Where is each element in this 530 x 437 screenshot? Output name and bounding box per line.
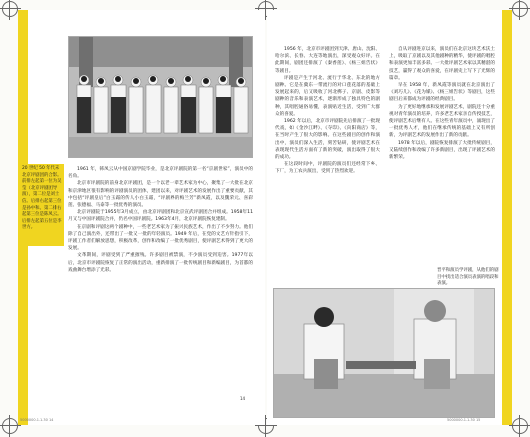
- right-body-text-col1: [275, 46, 380, 286]
- left-paragraph: 北京评剧院于1955年3月成立，由北京评剧团和北京宣武评剧团合并组成。1958年11月又与中国评剧院合并，仍名中国评剧院。1963年4月，北京评剧院恢复建制。: [68, 210, 253, 223]
- right-paragraph: 1956 年，北京市评剧团到天津、唐山、沈阳、哈尔滨、长春、大连等地演出，深受观众好评。在此期间，剧团还排演了《秦香莲》、《杨三姐告状》等剧目。: [275, 47, 380, 74]
- right-paragraph: 早在 1958 年，新凤霞等演员就在北京演出了《刘巧儿》、《花为媒》、《杨三姐告状》等剧目，这些剧目后来都成为评剧的经典剧目。: [389, 83, 495, 103]
- right-body-text-col2: [389, 46, 495, 286]
- photo-caption-left: 20 世纪 50 年代末北京评剧团的合影。前排左起第一位为吴莹（北京评剧团导演），第二位是刘士信。后排右起第三位是孙中和。第二排右起第三位是陈凤云。后排左起第五位是李世方。: [20, 164, 64, 246]
- photo-caption-right: 晋平和演员学评剧，从他们的剧目中找出适合演员表演的唱段和表演。: [437, 268, 499, 287]
- right-slug: 5000000.1.1.30 15: [447, 418, 481, 422]
- right-yellow-bar: [502, 10, 512, 425]
- rehearsal-photo: [273, 288, 495, 418]
- registration-mark-bottom-left: [2, 418, 18, 434]
- left-paragraph: 在京剧和评剧这两个剧种中，一些老艺术家为了振兴民族艺术，作出了不少努力。他们除了自己演出外，还带出了一批又一批的年轻演员。1949 年后，在党的文艺方针指引下，评剧工作者们解放思想，积极改革，创作和改编了一批优秀剧目，使评剧艺术得到了更大的发展。: [68, 224, 253, 252]
- registration-mark-bottom-right: [512, 418, 528, 434]
- left-page: [18, 10, 265, 425]
- left-slug: 5000000.1.1.30 14: [20, 418, 54, 422]
- left-paragraph: 文革期间，评剧受到了严重摧残。许多剧目被禁演，不少演员受到迫害。1977年以后，北京市评剧院恢复了正常的演出活动，重新排演了一批传统剧目和新编剧目，为首都的戏曲舞台增添了光彩。: [68, 253, 253, 273]
- registration-mark-top-left: [2, 1, 18, 17]
- left-page-number: 14: [240, 396, 246, 401]
- right-paragraph: 1978 年以后，剧院恢复排演了大批传统剧目，又陆续创作和改编了许多新剧目，出现了评剧艺术的新繁荣。: [389, 140, 495, 161]
- right-paragraph: 在这段时间中，评剧院的演员们还经常下乡、下厂，为工农兵演出，受到了热烈欢迎。: [275, 162, 380, 175]
- group-photo-illustration: [69, 37, 253, 158]
- rehearsal-photo-illustration: [274, 289, 495, 418]
- left-paragraph: 1961 年，韩凤云从中国京剧学院毕业，是北京评剧院的第一名“京剧世家”，演员中的名角。: [68, 167, 253, 180]
- registration-mark-top-right: [512, 1, 528, 17]
- left-body-text: [68, 166, 253, 411]
- group-photo: [68, 36, 253, 158]
- right-page: [267, 10, 512, 425]
- left-paragraph: 北京市评剧院的前身北京评剧团，是一个以老一辈艺术家为中心，聚集了一大批在北京和京津地区很有影响的评剧演员的团体，建团以来，对评剧艺术的发展作出了重要贡献，其中包括“评剧皇后”白玉霜的传人小白玉霜，“评剧界的梅兰芳”新凤霞，以及魏荣元、喜彩莲、张德福、马泰等一批优秀的演员。: [68, 181, 253, 209]
- right-paragraph: 为了更好地继承和发展评剧艺术，剧院还十分重视对青年演员的培养，许多老艺术家亲自传授技艺，使评剧艺术后继有人。在这些青年演员中，涌现出了一批优秀人才，他们在继承传统的基础上又有所创新，为评剧艺术的发展作出了新的贡献。: [389, 104, 495, 139]
- right-paragraph: 评剧是产生于河北、流行于华北、东北的地方剧种。它是在冀东一带流行的对口莲花落的基础上发展起来的，后又吸收了河北梆子、京剧、皮影等剧种的音乐和表演艺术，逐渐形成了独具特色的剧种，其唱腔通俗易懂，表演贴近生活，受到广大群众的喜爱。: [275, 75, 380, 117]
- right-paragraph: 1962 年以后，北京市评剧院先后排演了一批现代戏，如《金沙江畔》、《夺印》、《向阳商店》等，在当时产生了很大的影响。在这些剧目的创作和演出中，演员们深入生活，刻苦钻研，使评剧艺术在表现现代生活方面有了新的突破，演出取得了很大的成功。: [275, 119, 380, 161]
- right-paragraph: 自从评剧进京以来，演员们在北京这块艺术沃土上，吸取了京剧以及其他剧种的精华，使评剧的唱腔和表演更加丰富多彩。一大批评剧艺术家以其精湛的技艺，赢得了观众的喜爱，在评剧史上写下了光辉的篇章。: [389, 47, 495, 81]
